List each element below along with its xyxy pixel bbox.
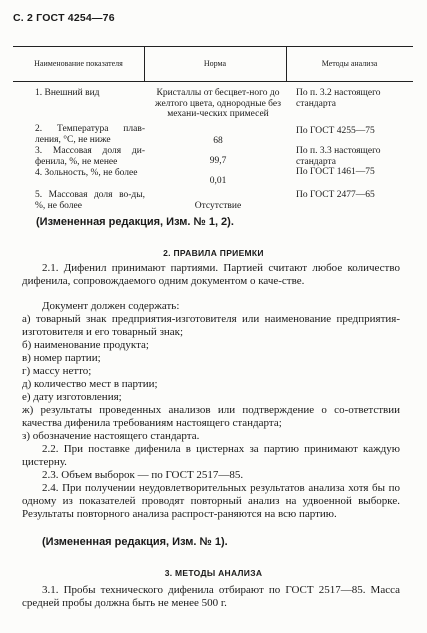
table-cell-name: 5. Массовая доля во-ды, %, не более (35, 190, 145, 211)
table-cell-name: 4. Зольность, %, не более (35, 168, 138, 178)
clause-2-4 (22, 482, 400, 521)
clause-3-1 (22, 584, 400, 610)
section-title-acceptance: 2. ПРАВИЛА ПРИЕМКИ (163, 248, 264, 258)
table-cell-name: 3. Массовая доля ди-фенила, %, не менее (35, 146, 145, 167)
doc-item-text: а) товарный знак предприятия-изготовителя или наименование предприятия-изготовителя и его товарный знак; (22, 313, 400, 338)
doc-item: в) номер партии; (22, 352, 101, 364)
clause-3-1-text: 3.1. Пробы технического дифенила отбирают по ГОСТ 2517—85. Масса средней пробы должна быть не менее 500 г. (22, 584, 400, 609)
page-header: С. 2 ГОСТ 4254—76 (13, 12, 115, 24)
clause-2-1 (22, 262, 400, 288)
amendment-note: (Измененная редакция, Изм. № 1, 2). (36, 216, 234, 228)
doc-item: е) дату изготовления; (22, 391, 122, 403)
table-cell-norm: Кристаллы от бесцвет-ного до желтого цвета, однородные без механи-ческих примесей (155, 88, 281, 119)
table-cell-norm: Отсутствие (194, 201, 242, 211)
amendment-note: (Измененная редакция, Изм. № 1). (42, 536, 228, 548)
table-cell-name: 2. Температура плав-ления, °С, не ниже (35, 124, 145, 145)
doc-item: б) наименование продукта; (22, 339, 149, 351)
column-header-name: Наименование показателя (34, 59, 123, 68)
clause-2-1-text: 2.1. Дифенил принимают партиями. Партией считают любое количество дифенила, сопровождаемого одним документом о каче-стве. (22, 262, 400, 287)
table-cell-norm: 0,01 (209, 176, 227, 186)
doc-item: г) массу нетто; (22, 365, 92, 377)
doc-item: д) количество мест в партии; (22, 378, 158, 390)
clause-2-2 (22, 443, 400, 469)
table-cell-method: По п. 3.3 настоящего стандарта (296, 146, 381, 167)
table-cell-method: По ГОСТ 1461—75 (296, 167, 375, 177)
table-top-rule (13, 46, 413, 47)
table-cell-name: 1. Внешний вид (35, 88, 100, 98)
clause-2-2-text: 2.2. При поставке дифенила в цистернах за партию принимают каждую цистерну. (22, 443, 400, 468)
doc-item-text: ж) результаты проведенных анализов или подтверждение о со-ответствии качества дифенила требованиям настоящего стандарта; (22, 404, 400, 429)
clause-2-3: 2.3. Объем выборок — по ГОСТ 2517—85. (42, 469, 244, 481)
column-header-norm: Норма (203, 59, 227, 68)
document-intro: Документ должен содержать: (42, 300, 180, 312)
table-cell-norm: 68 (213, 136, 223, 146)
table-cell-norm: 99,7 (209, 156, 227, 166)
doc-item (22, 313, 400, 339)
table-cell-method: По ГОСТ 4255—75 (296, 126, 375, 136)
table-cell-method: По п. 3.2 настоящего стандарта (296, 88, 381, 109)
section-title-methods: 3. МЕТОДЫ АНАЛИЗА (164, 568, 263, 578)
table-header-rule (13, 81, 413, 82)
doc-item: з) обозначение настоящего стандарта. (22, 430, 200, 442)
clause-2-4-text: 2.4. При получении неудовлетворительных результатов анализа хотя бы по одному из показателей проводят повторный анализ на удвоенной выборке. Результаты повторного анализа распрост-раняются на всю партию. (22, 482, 400, 520)
table-cell-method: По ГОСТ 2477—65 (296, 190, 375, 200)
column-header-method: Методы анализа (321, 59, 378, 68)
doc-item (22, 404, 400, 430)
